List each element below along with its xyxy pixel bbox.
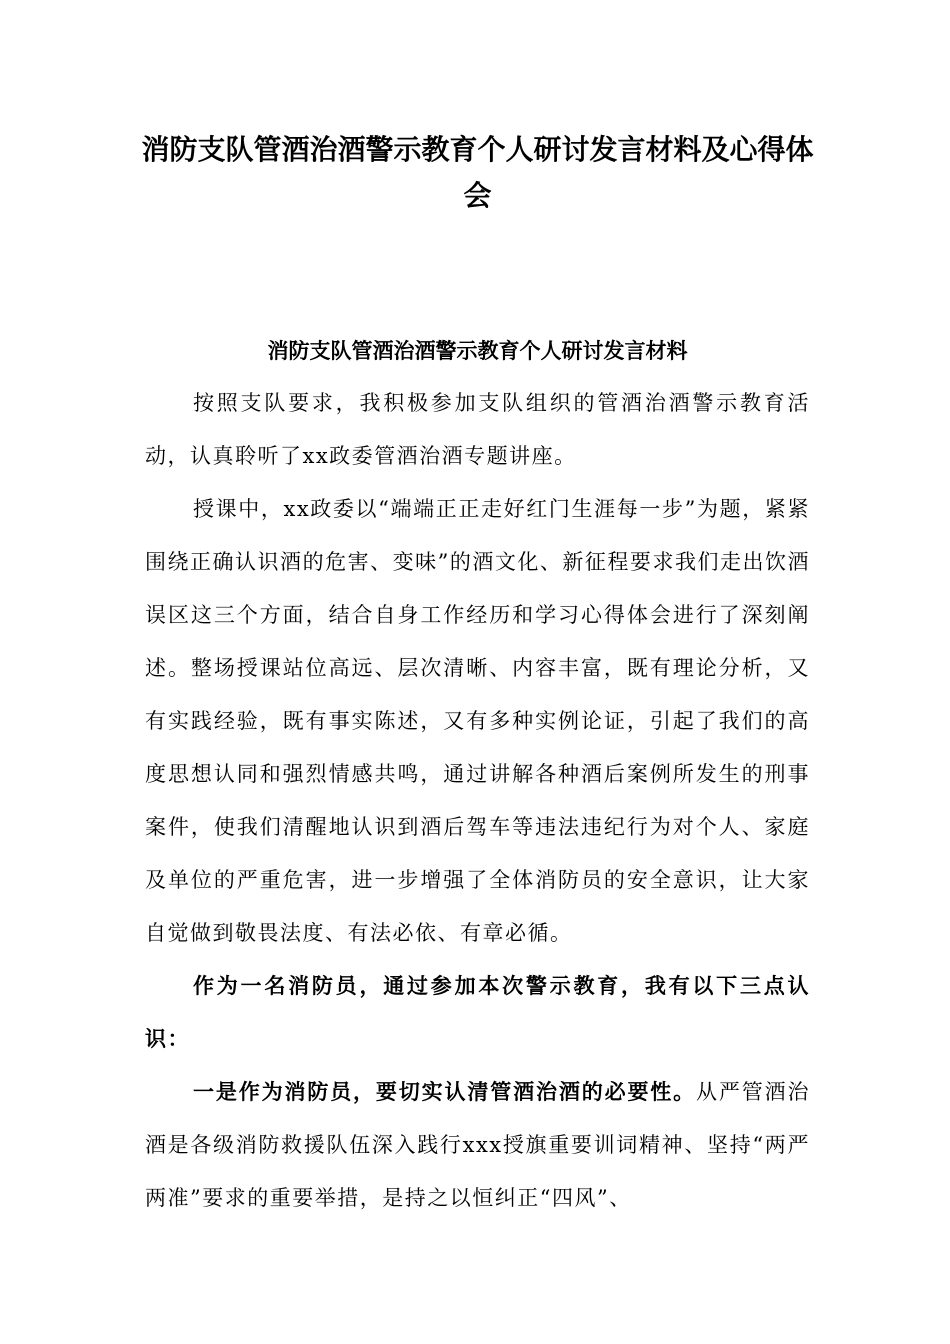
- paragraph-3: 作为一名消防员，通过参加本次警示教育，我有以下三点认识：: [145, 974, 810, 1051]
- paragraph-2: 授课中，xx政委以“端端正正走好红门生涯每一步”为题，紧紧围绕正确认识酒的危害、变味”的酒文化、新征程要求我们走出饮酒误区这三个方面，结合自身工作经历和学习心得体会进行了深刻阐述。整场授课站位高远、层次清晰、内容丰富，既有理论分析，又有实践经验，既有事实陈述，又有多种实例论证，引起了我们的高度思想认同和强烈情感共鸣，通过讲解各种酒后案例所发生的刑事案件，使我们清醒地认识到酒后驾车等违法违纪行为对个人、家庭及单位的严重危害，进一步增强了全体消防员的安全意识，让大家自觉做到敬畏法度、有法必依、有章必循。: [145, 497, 810, 945]
- paragraph-4-text: 从严管酒治酒是各级消防救援队伍深入践行xxx授旗重要训词精神、坚持“两严两准”要求的重要举措，是持之以恒纠正“四风”、: [145, 1080, 811, 1210]
- paragraph-1: 按照支队要求，我积极参加支队组织的管酒治酒警示教育活动，认真聆听了xx政委管酒治酒专题讲座。: [145, 391, 810, 468]
- paragraph-4: [145, 1066, 810, 1225]
- section-subtitle: 消防支队管酒治酒警示教育个人研讨发言材料: [267, 339, 688, 363]
- document-body: [145, 377, 810, 1225]
- document-title: 消防支队管酒治酒警示教育个人研讨发言材料及心得体会: [141, 133, 814, 212]
- paragraph-4-lead: 一是作为消防员，要切实认清管酒治酒的必要性。: [193, 1080, 697, 1104]
